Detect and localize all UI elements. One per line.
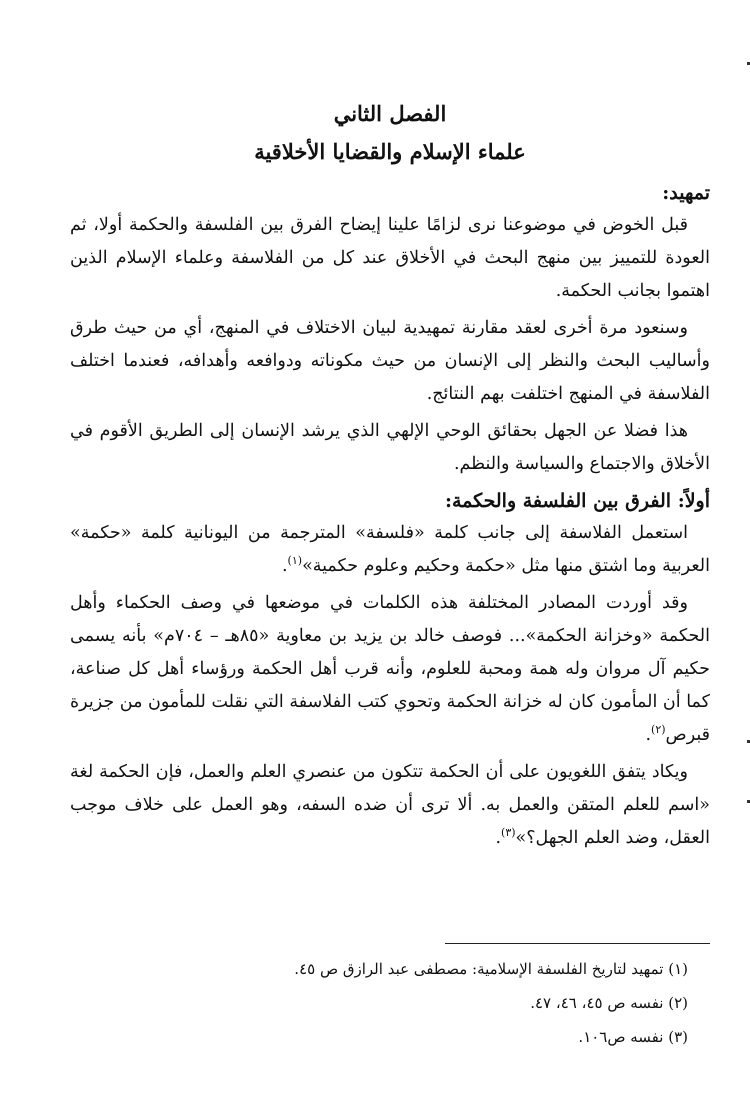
footnote-2: (٢) نفسه ص ٤٥، ٤٦، ٤٧. — [530, 994, 688, 1012]
page-body — [70, 95, 710, 859]
footnote-ref-1: (١) — [287, 554, 303, 568]
section-paragraph-3 — [70, 756, 710, 855]
intro-paragraph-1: قبل الخوض في موضوعنا نرى لزامًا علينا إيضاح الفرق بين الفلسفة والحكمة أولا، ثم العودة للتمييز بين منهج البحث في الأخلاق عند كل من الفلاسفة وعلماء الإسلام الذين اهتموا بجانب الحكمة. — [70, 215, 710, 301]
footnotes — [70, 952, 710, 1054]
footnote-ref-3: (٣) — [501, 826, 516, 840]
intro-paragraph-2: وسنعود مرة أخرى لعقد مقارنة تمهيدية لبيان الاختلاف في المنهج، أي من حيث طرق وأساليب البحث والنظر إلى الإنسان من حيث مكوناته ودوافعه وأهدافه، فعندما اختلف الفلاسفة في المنهج اختلفت بهم النتائج. — [70, 318, 710, 404]
intro-heading: تمهيد: — [662, 182, 710, 204]
footnote-3: (٣) نفسه ص١٠٦. — [578, 1028, 688, 1046]
footnote-ref-2: (٢) — [651, 723, 666, 737]
section-paragraph-2-end: . — [645, 725, 652, 745]
section-paragraph-3-end: . — [495, 828, 502, 848]
section-paragraph-2 — [70, 587, 710, 752]
chapter-title: الفصل الثاني — [333, 101, 447, 126]
section-paragraph-2-text: وقد أوردت المصادر المختلفة هذه الكلمات في موضعها في وصف الحكماء وأهل الحكمة «وخزانة الحكمة»... فوصف خالد بن يزيد بن معاوية «٨٥هـ – ٧٠٤م» بأنه يسمى حكيم آل مروان وله همة ومحبة للعلوم، وأنه قرب أهل الحكمة ورؤساء أهل كل صناعة، كما أن المأمون كان له خزانة الحكمة وتحوي كتب الفلاسفة التي نقلت للمأمون من جزيرة قبرص — [70, 593, 710, 745]
chapter-subtitle: علماء الإسلام والقضايا الأخلاقية — [254, 139, 526, 164]
section-heading: أولاً: الفرق بين الفلسفة والحكمة: — [444, 490, 710, 512]
section-paragraph-3-text: ويكاد يتفق اللغويون على أن الحكمة تتكون من عنصري العلم والعمل، فإن الحكمة لغة «اسم للعلم المتقن والعمل به. ألا ترى أن ضده السفه، وهو العمل على خلاف موجب العقل، وضد العلم الجهل؟» — [70, 762, 710, 848]
section-paragraph-1 — [70, 517, 710, 583]
footnote-divider — [445, 943, 710, 944]
footnote-1: (١) تمهيد لتاريخ الفلسفة الإسلامية: مصطفى عبد الرازق ص ٤٥. — [294, 960, 688, 978]
intro-paragraph-3: هذا فضلا عن الجهل بحقائق الوحي الإلهي الذي يرشد الإنسان إلى الطريق الأقوم في الأخلاق والاجتماع والسياسة والنظم. — [70, 421, 710, 474]
section-paragraph-1-end: . — [281, 556, 288, 576]
section-paragraph-1-text: استعمل الفلاسفة إلى جانب كلمة «فلسفة» المترجمة من اليونانية كلمة «حكمة» العربية وما اشتق منها مثل «حكمة وحكيم وعلوم حكمية» — [70, 523, 710, 576]
